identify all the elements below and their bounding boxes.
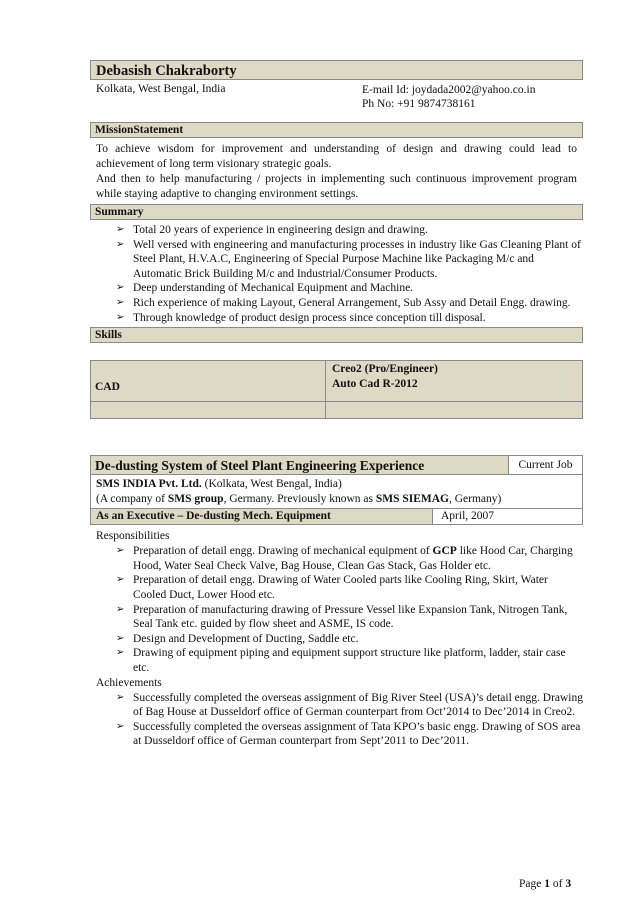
mission-line: And then to help manufacturing / projects in implementing such continuous improvement program while staying adaptive to changing environment settings. <box>96 173 577 200</box>
arrow-bullet-icon: ➢ <box>116 632 125 644</box>
contact-details <box>362 83 535 111</box>
name-heading: Debasish Chakraborty <box>90 60 583 80</box>
responsibilities-label: Responsibilities <box>96 530 170 543</box>
summary-list <box>90 223 583 325</box>
contact-block <box>90 80 583 122</box>
list-item: ➢ Successfully completed the overseas assignment of Tata KPO’s basic engg. Drawing of SOS area at Dusseldorf office of German counterpart from Sept’2011 to Dec’2011. <box>116 720 581 748</box>
skills-empty-cell <box>91 402 326 419</box>
skill-item: Auto Cad R-2012 <box>332 377 418 390</box>
location: Kolkata, West Bengal, India <box>96 83 226 95</box>
achievements-label: Achievements <box>96 676 162 689</box>
list-item: ➢ Well versed with engineering and manufacturing processes in industry like Gas Cleaning Plant of Steel Plant, H.V.A.C, Engineering of Special Purpose Machine like Packaging M/c and Automatic Brick Building M/c and Industrial/Consumer Products. <box>116 238 581 280</box>
experience-heading <box>90 455 583 475</box>
page-footer: Page 1 of 3 <box>519 878 572 890</box>
skill-item: Creo2 (Pro/Engineer) <box>332 363 438 376</box>
arrow-bullet-icon: ➢ <box>116 296 125 308</box>
arrow-bullet-icon: ➢ <box>116 311 125 323</box>
arrow-bullet-icon: ➢ <box>116 545 125 557</box>
list-item: ➢ Rich experience of making Layout, General Arrangement, Sub Assy and Detail Engg. drawing. <box>116 296 571 309</box>
arrow-bullet-icon: ➢ <box>116 238 125 250</box>
page-total: 3 <box>565 878 572 890</box>
skills-category: CAD <box>91 361 326 402</box>
list-item: ➢ Design and Development of Ducting, Saddle etc. <box>116 632 359 645</box>
skills-table <box>90 360 583 419</box>
role-title: As an Executive – De-dusting Mech. Equipment <box>96 510 331 523</box>
list-item: ➢ Through knowledge of product design process since conception till disposal. <box>116 311 486 324</box>
skills-empty-cell <box>326 402 583 419</box>
arrow-bullet-icon: ➢ <box>116 574 125 586</box>
mission-line: To achieve wisdom for improvement and understanding of design and drawing could lead to achievement of long term visionary strategic goals. <box>96 143 577 170</box>
list-item: ➢ Deep understanding of Mechanical Equipment and Machine. <box>116 282 414 295</box>
list-item: ➢ Drawing of equipment piping and equipment support structure like platform, ladder, stair case etc. <box>116 647 566 674</box>
list-item: ➢ Preparation of detail engg. Drawing of mechanical equipment of GCP like Hood Car, Charging Hood, Water Seal Check Valve, Bag House, Clean Gas Stack, Gas Holder etc. <box>116 545 573 572</box>
company-location: (Kolkata, West Bengal, India) <box>201 478 342 491</box>
skills-tools <box>326 361 583 402</box>
arrow-bullet-icon: ➢ <box>116 720 125 732</box>
arrow-bullet-icon: ➢ <box>116 603 125 615</box>
job-status: Current Job <box>508 456 582 474</box>
skills-heading: Skills <box>90 327 583 343</box>
parent-company-line: (A company of SMS group, Germany. Previously known as SMS SIEMAG, Germany) <box>96 492 502 505</box>
responsibilities-list <box>90 544 583 675</box>
company-line <box>96 477 577 492</box>
arrow-bullet-icon: ➢ <box>116 647 125 659</box>
list-item: ➢ Preparation of manufacturing drawing of Pressure Vessel like Expansion Tank, Nitrogen Tank, Seal Tank etc. guided by flow sheet and ASME, IS code. <box>116 603 568 631</box>
email: E-mail Id: joydada2002@yahoo.co.in <box>362 84 536 96</box>
arrow-bullet-icon: ➢ <box>116 224 125 235</box>
role-row <box>90 509 583 525</box>
company-block <box>90 475 583 509</box>
resume-page <box>90 60 583 749</box>
phone: Ph No: +91 9874738161 <box>362 98 476 110</box>
role-date: April, 2007 <box>432 509 582 524</box>
mission-text <box>90 138 583 204</box>
page-number: 1 <box>544 878 550 890</box>
arrow-bullet-icon: ➢ <box>116 691 125 703</box>
list-item: ➢ Total 20 years of experience in engineering design and drawing. <box>116 224 428 236</box>
achievements-list <box>90 691 583 749</box>
experience-title: De-dusting System of Steel Plant Engineering Experience <box>95 458 425 474</box>
mission-heading: MissionStatement <box>90 122 583 138</box>
list-item: ➢ Successfully completed the overseas assignment of Big River Steel (USA)’s detail engg. Drawing of Bag House at Dusseldorf office of German counterpart from Oct’2014 to Dec’2014 in Creo2. <box>116 691 583 719</box>
arrow-bullet-icon: ➢ <box>116 282 125 294</box>
summary-heading: Summary <box>90 204 583 220</box>
company-name: SMS INDIA Pvt. Ltd. <box>96 478 202 491</box>
list-item: ➢ Preparation of detail engg. Drawing of Water Cooled parts like Cooling Ring, Skirt, Water Cooled Duct, Lower Hood etc. <box>116 574 548 601</box>
